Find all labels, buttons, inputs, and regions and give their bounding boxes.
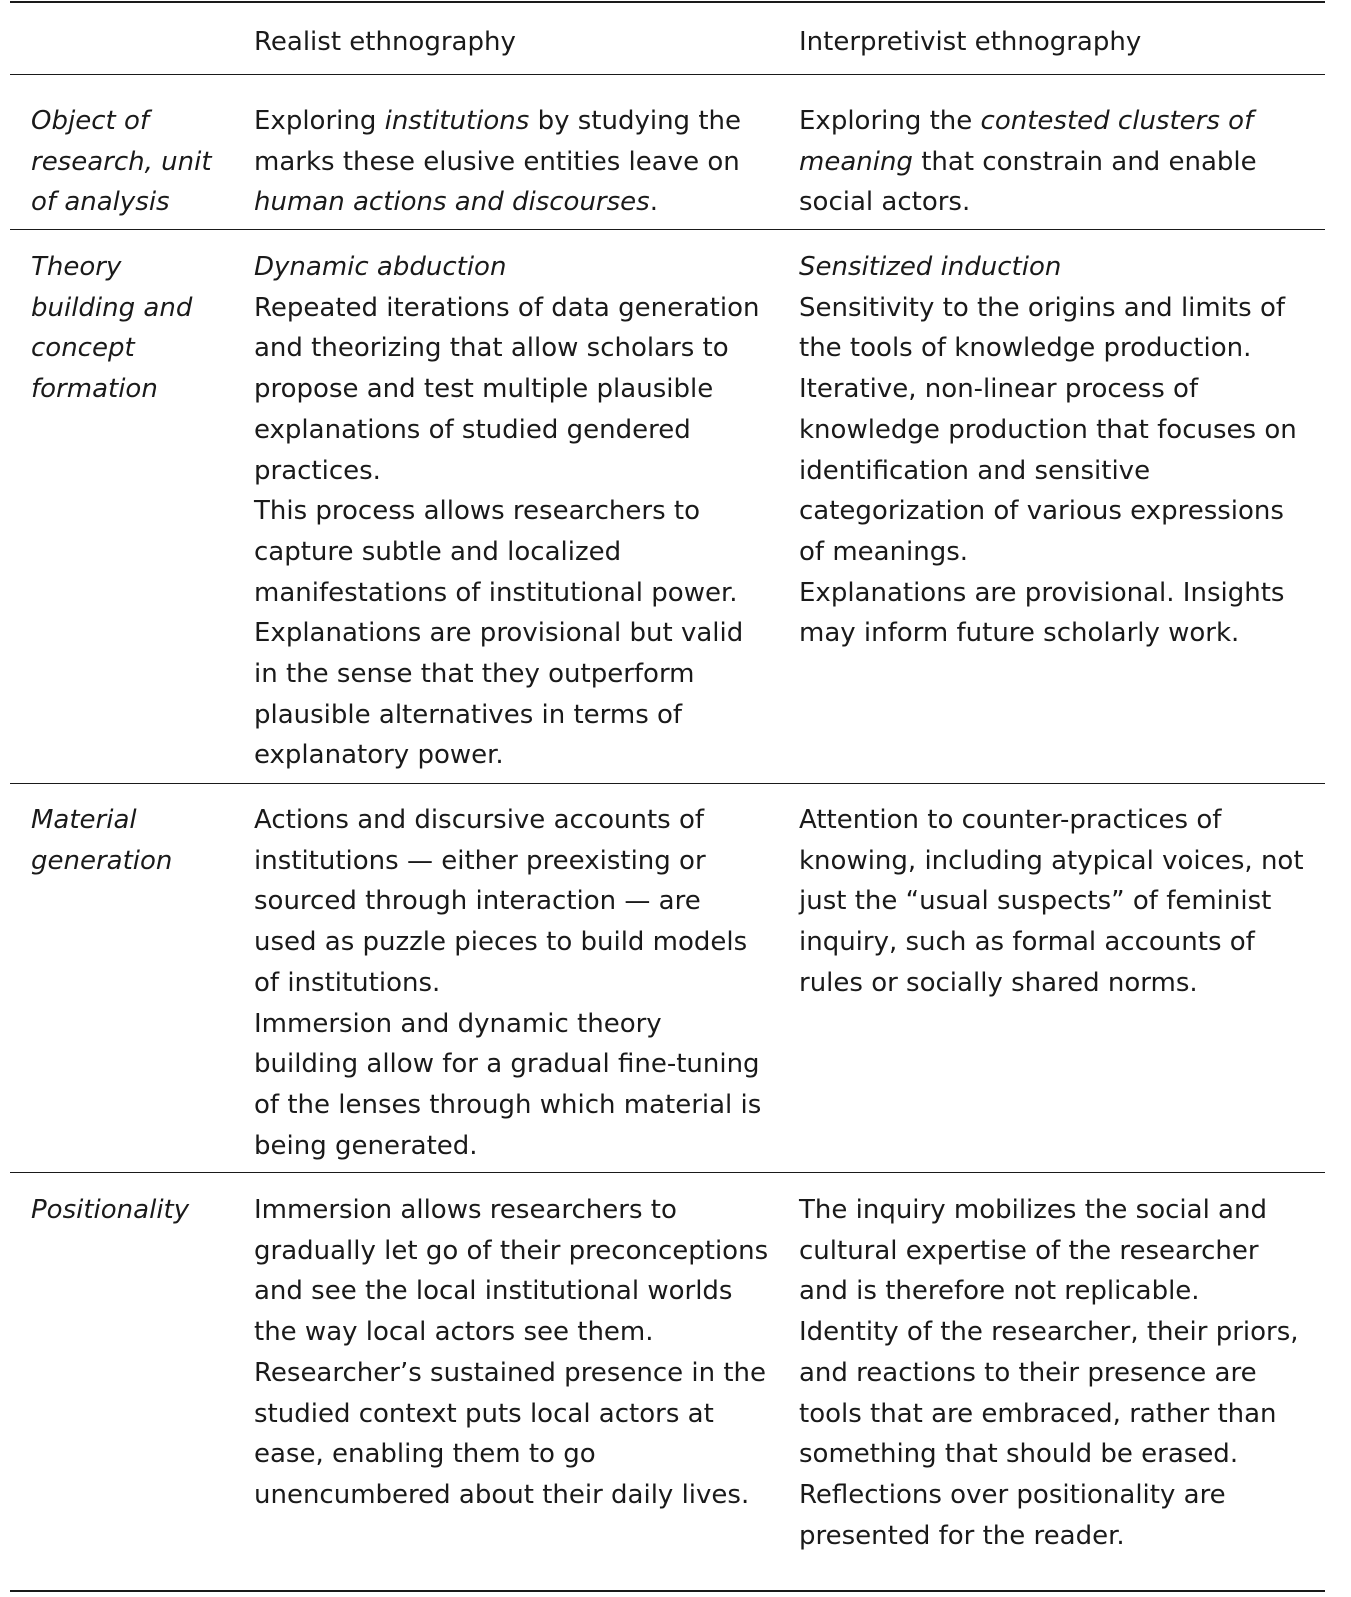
- cell-line: sourced through interaction — are: [254, 886, 701, 917]
- cell-line: Exploring institutions by studying the: [254, 106, 741, 136]
- row-label-line: Positionality: [31, 1195, 190, 1225]
- cell-line: capture subtle and localized: [254, 536, 622, 567]
- cell-line: the way local actors see them.: [254, 1317, 654, 1348]
- cell-interpretivist-positionality: [799, 1190, 1299, 1556]
- cell-line: identification and sensitive: [799, 455, 1151, 486]
- cell-line: institutions — either preexisting or: [254, 845, 706, 876]
- cell-line: Sensitivity to the origins and limits of: [799, 292, 1286, 323]
- row-label-line: formation: [31, 374, 158, 405]
- row-divider: [10, 1172, 1325, 1173]
- cell-line: social actors.: [799, 187, 971, 218]
- cell-line: Explanations are provisional. Insights: [799, 577, 1285, 608]
- table-top-rule: [10, 1, 1325, 3]
- row-label-line: of analysis: [31, 187, 170, 218]
- cell-line: explanations of studied gendered: [254, 414, 691, 445]
- cell-line-emphasis: institutions: [384, 106, 530, 136]
- cell-line: categorization of various expressions: [799, 496, 1284, 527]
- cell-line: knowledge production that focuses on: [799, 414, 1297, 445]
- cell-line: knowing, including atypical voices, not: [799, 845, 1304, 876]
- cell-line: meaning that constrain and enable: [799, 146, 1257, 177]
- cell-line: Iterative, non-linear process of: [799, 374, 1199, 405]
- cell-line-emphasis: human actions and discourses: [254, 187, 650, 218]
- cell-line: and see the local institutional worlds: [254, 1276, 733, 1307]
- cell-line: The inquiry mobilizes the social and: [799, 1195, 1267, 1225]
- row-label-line: concept: [31, 333, 135, 364]
- cell-line: plausible alternatives in terms of: [254, 699, 683, 730]
- cell-line: inquiry, such as formal accounts of: [799, 927, 1255, 958]
- row-label-line: Object of: [31, 106, 150, 136]
- cell-line: Identity of the researcher, their priors,: [799, 1317, 1299, 1348]
- table-bottom-rule: [10, 1590, 1325, 1592]
- row-divider: [10, 783, 1325, 784]
- row-label-line: Theory: [31, 252, 122, 282]
- cell-line-emphasis: meaning: [799, 146, 913, 177]
- cell-line: building allow for a gradual fine-tuning: [254, 1049, 760, 1080]
- cell-line: ease, enabling them to go: [254, 1439, 596, 1470]
- cell-line: studied context puts local actors at: [254, 1398, 714, 1429]
- row-label-material-generation: [31, 800, 172, 881]
- cell-line: Attention to counter-practices of: [799, 805, 1222, 835]
- cell-line: may inform future scholarly work.: [799, 618, 1240, 649]
- cell-line-emphasis: contested clusters of: [980, 106, 1254, 136]
- cell-line: something that should be erased.: [799, 1439, 1239, 1470]
- cell-line: Explanations are provisional but valid: [254, 618, 744, 649]
- cell-line: being generated.: [254, 1130, 478, 1161]
- header-bottom-rule: [10, 74, 1325, 75]
- cell-line: Actions and discursive accounts of: [254, 805, 705, 835]
- column-header-interpretivist: [799, 22, 1141, 63]
- row-label-line: building and: [31, 292, 193, 323]
- cell-heading-sensitized-induction: Sensitized induction: [799, 252, 1062, 282]
- row-label-line: Material: [31, 805, 137, 835]
- cell-realist-object: [254, 101, 741, 223]
- cell-line: and is therefore not replicable.: [799, 1276, 1200, 1307]
- cell-line: explanatory power.: [254, 740, 504, 771]
- cell-line: and reactions to their presence are: [799, 1357, 1257, 1388]
- cell-line: unencumbered about their daily lives.: [254, 1479, 750, 1510]
- row-label-theory-building: [31, 247, 192, 410]
- cell-line: the tools of knowledge production.: [799, 333, 1252, 364]
- cell-line: propose and test multiple plausible: [254, 374, 714, 405]
- cell-line: human actions and discourses.: [254, 187, 658, 218]
- cell-line: Immersion allows researchers to: [254, 1195, 677, 1225]
- cell-line: Immersion and dynamic theory: [254, 1008, 662, 1039]
- cell-line: Reflections over positionality are: [799, 1479, 1226, 1510]
- cell-line: and theorizing that allow scholars to: [254, 333, 729, 364]
- cell-line: marks these elusive entities leave on: [254, 146, 740, 177]
- cell-interpretivist-object: [799, 101, 1257, 223]
- column-header-realist: [254, 22, 516, 63]
- cell-line: presented for the reader.: [799, 1520, 1125, 1551]
- cell-interpretivist-theory: [799, 247, 1297, 654]
- cell-line: in the sense that they outperform: [254, 659, 695, 690]
- cell-line: Exploring the contested clusters of: [799, 106, 1254, 136]
- row-label-positionality: [31, 1190, 189, 1231]
- cell-interpretivist-material: [799, 800, 1304, 1004]
- cell-realist-theory: [254, 247, 760, 776]
- column-header-interpretivist-label: Interpretivist ethnography: [799, 27, 1142, 57]
- cell-line: cultural expertise of the researcher: [799, 1235, 1259, 1266]
- row-label-line: research, unit: [31, 146, 212, 177]
- row-label-object-of-research: [31, 101, 212, 223]
- cell-line: practices.: [254, 455, 381, 486]
- row-label-line: generation: [31, 845, 173, 876]
- cell-line: of the lenses through which material is: [254, 1089, 762, 1120]
- cell-heading-dynamic-abduction: Dynamic abduction: [254, 252, 507, 282]
- cell-line: manifestations of institutional power.: [254, 577, 738, 608]
- cell-line: just the “usual suspects” of feminist: [799, 886, 1272, 917]
- cell-line: of meanings.: [799, 536, 969, 567]
- column-header-realist-label: Realist ethnography: [254, 27, 516, 57]
- cell-line: This process allows researchers to: [254, 496, 701, 527]
- cell-line: Repeated iterations of data generation: [254, 292, 760, 323]
- cell-line: used as puzzle pieces to build models: [254, 927, 748, 958]
- cell-realist-positionality: [254, 1190, 768, 1516]
- row-divider: [10, 229, 1325, 230]
- cell-line: rules or socially shared norms.: [799, 967, 1198, 998]
- cell-line: gradually let go of their preconceptions: [254, 1235, 769, 1266]
- cell-line: Researcher’s sustained presence in the: [254, 1357, 767, 1388]
- cell-line: tools that are embraced, rather than: [799, 1398, 1277, 1429]
- cell-line: of institutions.: [254, 967, 441, 998]
- cell-realist-material: [254, 800, 761, 1166]
